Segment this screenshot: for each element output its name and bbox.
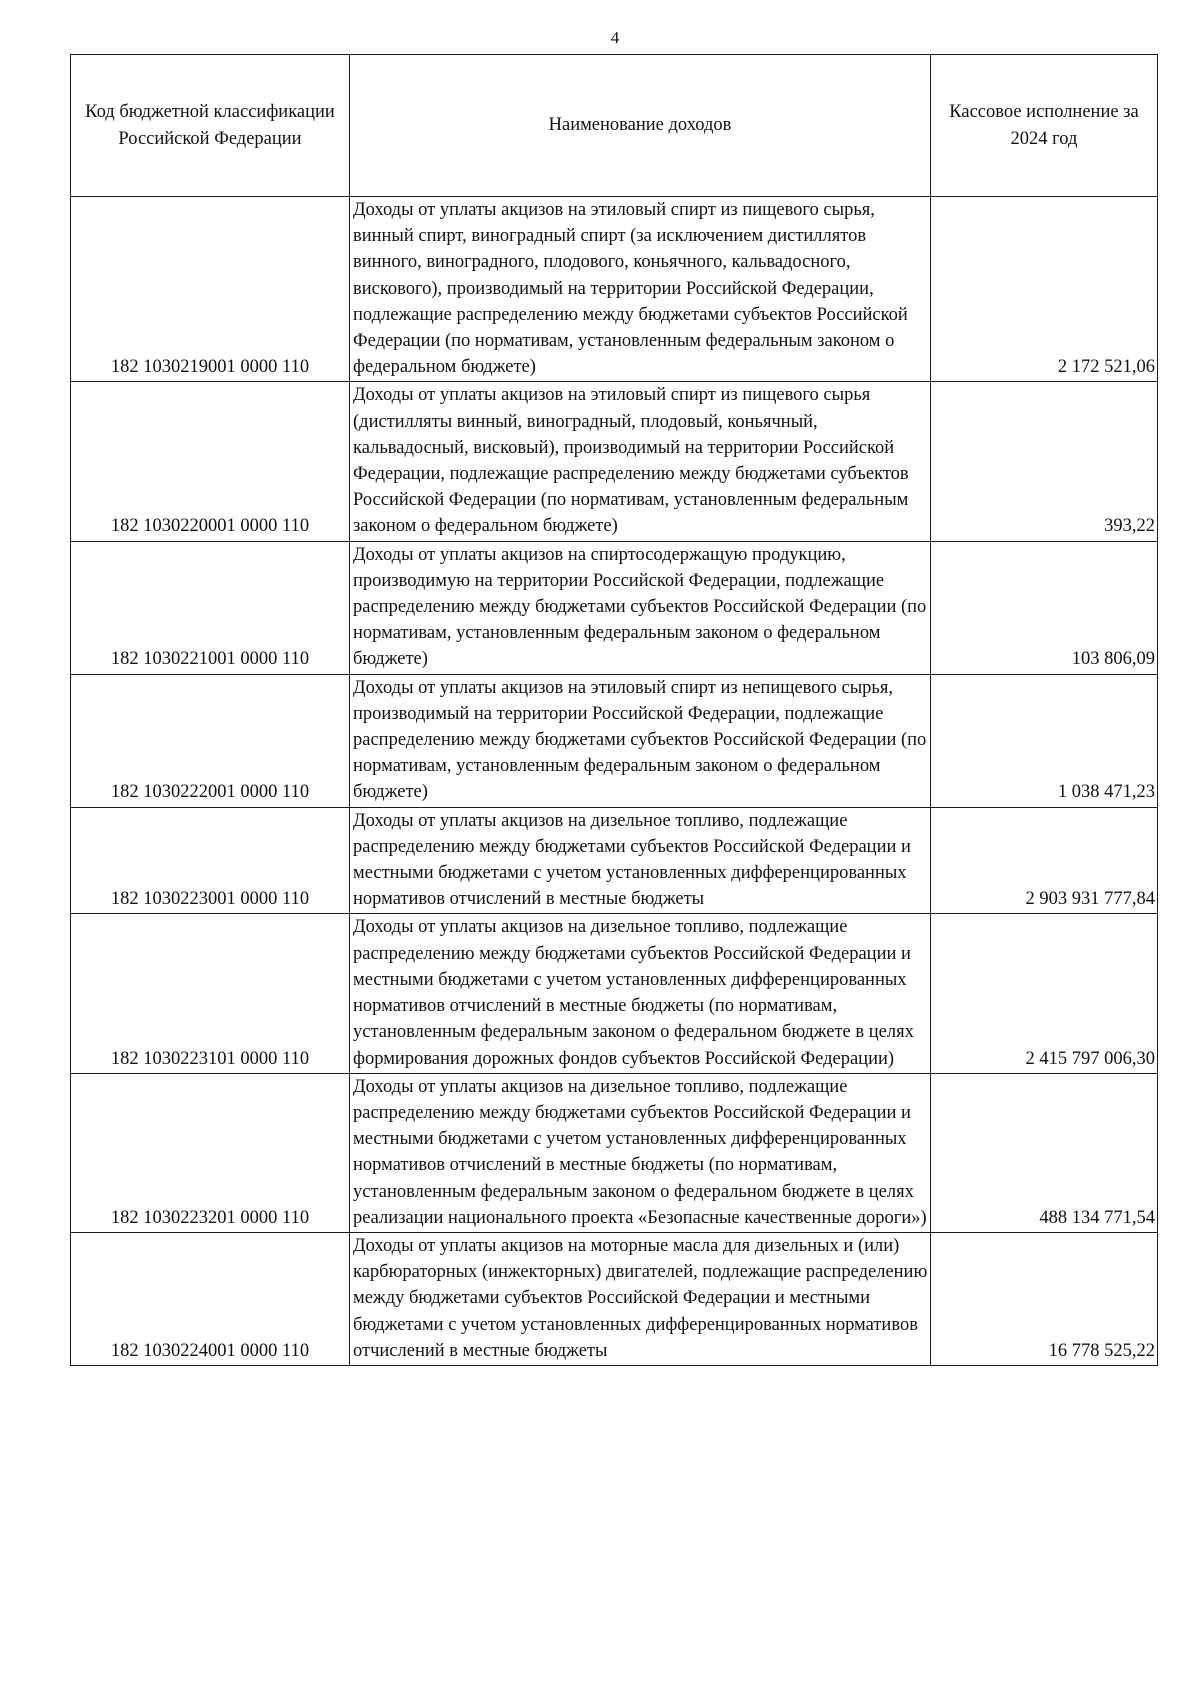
row-name: Доходы от уплаты акцизов на этиловый спирт из пищевого сырья, винный спирт, виноградный спирт (за исключением дистиллятов винного, виноградного, плодового, коньячного, кальвадосного, вискового), производимый на территории Российской Федерации, подлежащие распределению между бюджетами субъектов Российской Федерации (по нормативам, установленным федеральным законом о федеральном бюджете) [350, 197, 931, 382]
row-amount: 1 038 471,23 [931, 674, 1158, 807]
row-amount: 393,22 [931, 382, 1158, 541]
row-code: 182 1030219001 0000 110 [71, 197, 350, 382]
row-amount: 16 778 525,22 [931, 1232, 1158, 1365]
row-name: Доходы от уплаты акцизов на спиртосодержащую продукцию, производимую на территории Российской Федерации, подлежащие распределению между бюджетами субъектов Российской Федерации (по нормативам, установленным федеральным законом о федеральном бюджете) [350, 541, 931, 674]
row-code: 182 1030221001 0000 110 [71, 541, 350, 674]
row-code: 182 1030224001 0000 110 [71, 1232, 350, 1365]
row-amount: 2 172 521,06 [931, 197, 1158, 382]
table-row [71, 674, 1158, 807]
row-amount: 2 415 797 006,30 [931, 914, 1158, 1073]
row-name: Доходы от уплаты акцизов на дизельное топливо, подлежащие распределению между бюджетами субъектов Российской Федерации и местными бюджетами с учетом установленных дифференцированных нормативов отчислений в местные бюджеты (по нормативам, установленным федеральным законом о федеральном бюджете в целях реализации национального проекта «Безопасные качественные дороги») [350, 1073, 931, 1232]
table-row [71, 197, 1158, 382]
table-header-row [71, 55, 1158, 197]
header-name-text: Наименование доходов [548, 115, 732, 136]
header-amount [931, 55, 1158, 197]
row-name: Доходы от уплаты акцизов на моторные масла для дизельных и (или) карбюраторных (инжекторных) двигателей, подлежащие распределению между бюджетами субъектов Российской Федерации и местными бюджетами с учетом установленных дифференцированных нормативов отчислений в местные бюджеты [350, 1232, 931, 1365]
row-amount: 103 806,09 [931, 541, 1158, 674]
row-name: Доходы от уплаты акцизов на дизельное топливо, подлежащие распределению между бюджетами субъектов Российской Федерации и местными бюджетами с учетом установленных дифференцированных нормативов отчислений в местные бюджеты (по нормативам, установленным федеральным законом о федеральном бюджете в целях формирования дорожных фондов субъектов Российской Федерации) [350, 914, 931, 1073]
table-row [71, 1073, 1158, 1232]
row-name: Доходы от уплаты акцизов на этиловый спирт из непищевого сырья, производимый на территории Российской Федерации, подлежащие распределению между бюджетами субъектов Российской Федерации (по нормативам, установленным федеральным законом о федеральном бюджете) [350, 674, 931, 807]
header-code [71, 55, 350, 197]
revenue-table [70, 54, 1158, 1366]
table-row [71, 541, 1158, 674]
page-number: 4 [610, 28, 620, 47]
row-code: 182 1030220001 0000 110 [71, 382, 350, 541]
row-amount: 488 134 771,54 [931, 1073, 1158, 1232]
header-code-text: Код бюджетной классификации Российской Федерации [85, 102, 335, 149]
row-name: Доходы от уплаты акцизов на дизельное топливо, подлежащие распределению между бюджетами субъектов Российской Федерации и местными бюджетами с учетом установленных дифференцированных нормативов отчислений в местные бюджеты [350, 807, 931, 914]
row-code: 182 1030223001 0000 110 [71, 807, 350, 914]
table-row [71, 382, 1158, 541]
header-amount-text: Кассовое исполнение за 2024 год [949, 102, 1139, 149]
row-name: Доходы от уплаты акцизов на этиловый спирт из пищевого сырья (дистилляты винный, виноградный, плодовый, коньячный, кальвадосный, висковый), производимый на территории Российской Федерации, подлежащие распределению между бюджетами субъектов Российской Федерации (по нормативам, установленным федеральным законом о федеральном бюджете) [350, 382, 931, 541]
row-amount: 2 903 931 777,84 [931, 807, 1158, 914]
header-name [350, 55, 931, 197]
table-row [71, 914, 1158, 1073]
table-row [71, 807, 1158, 914]
row-code: 182 1030223101 0000 110 [71, 914, 350, 1073]
table-row [71, 1232, 1158, 1365]
row-code: 182 1030223201 0000 110 [71, 1073, 350, 1232]
row-code: 182 1030222001 0000 110 [71, 674, 350, 807]
